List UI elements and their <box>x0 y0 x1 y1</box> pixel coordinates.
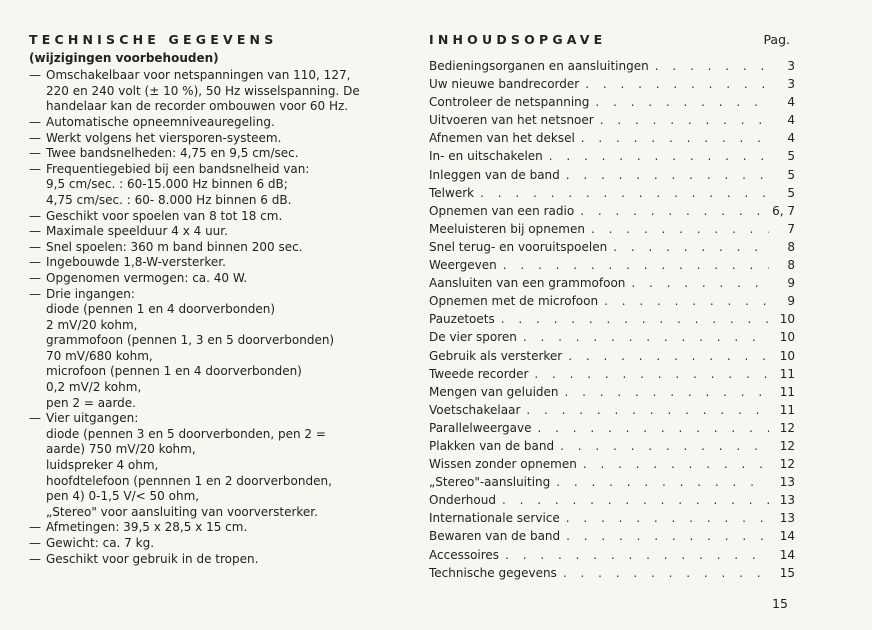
toc-leader-dots <box>585 75 769 93</box>
toc-entry-page: 14 <box>779 547 795 562</box>
toc-entry-title: „Stereo"-aansluiting <box>429 475 551 490</box>
toc-entry-title: Bedieningsorganen en aansluitingen <box>429 59 649 73</box>
toc-entry-page: 4 <box>787 113 795 128</box>
spec-line: hoofdtelefoon (pennnen 1 en 2 doorverbonden, <box>46 473 332 488</box>
toc-entry-title: In- en uitschakelen <box>429 149 543 164</box>
toc-leader-dots <box>566 527 769 545</box>
toc-entry-page: 12 <box>779 457 795 472</box>
toc-entry <box>429 274 795 292</box>
spec-line: Drie ingangen: <box>46 286 135 301</box>
spec-line: 9,5 cm/sec. : 60-15.000 Hz binnen 6 dB; <box>46 177 288 192</box>
toc-entry-page: 7 <box>787 221 795 236</box>
toc-entry-title: Telwerk <box>429 185 475 200</box>
spec-line: Werkt volgens het viersporen-systeem. <box>46 130 282 145</box>
toc-entry-title: Accessoires <box>429 547 500 562</box>
dash-bullet: — <box>29 286 41 301</box>
toc-leader-dots <box>595 93 769 111</box>
toc-entry <box>429 310 795 328</box>
toc-entry-title: Bewaren van de band <box>429 529 561 544</box>
toc-leader-dots <box>501 310 769 328</box>
toc-heading: INHOUDSOPGAVE <box>429 32 607 47</box>
spec-line: pen 4) 0-1,5 V/< 50 ohm, <box>46 489 200 504</box>
toc-leader-dots <box>566 509 769 527</box>
toc-entry <box>429 509 795 527</box>
dash-bullet: — <box>29 224 41 239</box>
spec-line: Snel spoelen: 360 m band binnen 200 sec. <box>46 239 303 254</box>
toc-entry-page: 3 <box>787 59 795 73</box>
toc-entry <box>429 202 795 220</box>
toc-leader-dots <box>565 383 769 401</box>
toc-entry-title: Uitvoeren van het netsnoer <box>429 113 594 128</box>
spec-line: 2 mV/20 kohm, <box>46 317 138 332</box>
toc-leader-dots <box>502 491 769 509</box>
toc-entry-title: Weergeven <box>429 258 497 273</box>
spec-line: aarde) 750 mV/20 kohm, <box>46 442 196 457</box>
toc-leader-dots <box>568 347 769 365</box>
toc-entry <box>429 147 795 165</box>
spec-line: Ingebouwde 1,8-W-versterker. <box>46 255 226 270</box>
spec-item <box>29 520 395 536</box>
spec-line: Omschakelbaar voor netspanningen van 110, 127, <box>46 68 351 83</box>
toc-entry <box>429 328 795 346</box>
toc-entry-title: Snel terug- en vooruitspoelen <box>429 239 608 254</box>
toc-entry-page: 5 <box>787 185 795 200</box>
specs-subheading: (wijzigingen voorbehouden) <box>29 50 219 65</box>
spec-item <box>29 224 395 240</box>
toc-entry-page: 12 <box>779 420 795 435</box>
toc-entry <box>429 111 795 129</box>
toc-entry-title: Plakken van de band <box>429 438 555 453</box>
toc-leader-dots <box>563 564 769 582</box>
toc-entry-title: Afnemen van het deksel <box>429 131 575 146</box>
spec-line: Frequentiegebied bij een bandsnelheid van: <box>46 161 310 176</box>
dash-bullet: — <box>29 161 41 176</box>
spec-line: microfoon (pennen 1 en 4 doorverbonden) <box>46 364 302 379</box>
spec-line: luidspreker 4 ohm, <box>46 458 159 473</box>
toc-entry <box>429 491 795 509</box>
spec-line: Opgenomen vermogen: ca. 40 W. <box>46 270 248 285</box>
toc-leader-dots <box>505 546 769 564</box>
spec-line: diode (pennen 1 en 4 doorverbonden) <box>46 302 276 317</box>
toc-entry-page: 10 <box>779 312 795 327</box>
spec-line: diode (pennen 3 en 5 doorverbonden, pen 2 = <box>46 426 326 441</box>
toc-entry-page: 6, 7 <box>772 203 795 218</box>
spec-line: 70 mV/680 kohm, <box>46 348 153 363</box>
spec-line: handelaar kan de recorder ombouwen voor 60 Hz. <box>46 99 349 114</box>
toc-leader-dots <box>580 202 766 220</box>
toc-entry-page: 10 <box>779 348 795 363</box>
toc-leader-dots <box>604 292 769 310</box>
spec-line: grammofoon (pennen 1, 3 en 5 doorverbonden) <box>46 333 335 348</box>
toc-leader-dots <box>526 401 769 419</box>
spec-line: Geschikt voor gebruik in de tropen. <box>46 551 259 566</box>
toc-entry-title: Inleggen van de band <box>429 167 560 182</box>
toc-entry-page: 13 <box>779 475 795 490</box>
spec-line: Gewicht: ca. 7 kg. <box>46 536 155 550</box>
toc-entry <box>429 383 795 401</box>
toc-entry-page: 13 <box>779 511 795 526</box>
toc-entry <box>429 365 795 383</box>
spec-line: 0,2 mV/2 kohm, <box>46 380 142 395</box>
toc-entry-title: Mengen van geluiden <box>429 384 559 399</box>
toc-entry <box>429 166 795 184</box>
spec-item <box>29 536 395 552</box>
dash-bullet: — <box>29 208 41 223</box>
specs-list <box>29 68 395 567</box>
toc-entry <box>429 546 795 564</box>
toc-entry <box>429 75 795 93</box>
toc-entry-title: Voetschakelaar <box>429 402 521 417</box>
toc-leader-dots <box>583 455 769 473</box>
spec-item <box>29 146 395 162</box>
specs-heading: TECHNISCHE GEGEVENS <box>29 32 278 47</box>
toc-entry-title: Opnemen met de microfoon <box>429 294 599 309</box>
toc-entry-page: 5 <box>787 167 795 182</box>
spec-line: pen 2 = aarde. <box>46 395 136 410</box>
dash-bullet: — <box>29 270 41 285</box>
toc-entry-title: Parallelweergave <box>429 420 532 435</box>
toc-entry-title: Wissen zonder opnemen <box>429 457 577 472</box>
toc-entry <box>429 455 795 473</box>
spec-line: „Stereo" voor aansluiting van voorversterker. <box>46 504 318 519</box>
toc-leader-dots <box>537 419 769 437</box>
spec-item <box>29 411 395 520</box>
toc-entry-title: Controleer de netspanning <box>429 95 590 110</box>
toc-leader-dots <box>549 147 769 165</box>
toc-entry <box>429 347 795 365</box>
toc-entry-page: 15 <box>779 565 795 580</box>
toc-page-label: Pag. <box>763 32 790 47</box>
toc-entry-page: 11 <box>779 384 795 399</box>
dash-bullet: — <box>29 255 41 270</box>
table-of-contents <box>429 32 795 582</box>
toc-leader-dots <box>560 437 769 455</box>
spec-item <box>29 162 395 209</box>
spec-item <box>29 255 395 271</box>
technical-specs-section <box>29 32 395 567</box>
spec-line: Geschikt voor spoelen van 8 tot 18 cm. <box>46 208 283 223</box>
toc-entry-title: Opnemen van een radio <box>429 203 575 218</box>
toc-entry-page: 12 <box>779 438 795 453</box>
toc-entry <box>429 256 795 274</box>
toc-entry <box>429 527 795 545</box>
toc-leader-dots <box>480 184 769 202</box>
toc-entry-title: Meeluisteren bij opnemen <box>429 221 585 236</box>
spec-item <box>29 68 395 115</box>
toc-leader-dots <box>613 238 769 256</box>
spec-item <box>29 271 395 287</box>
dash-bullet: — <box>29 551 41 566</box>
toc-header <box>429 32 795 47</box>
toc-entry-title: Gebruik als versterker <box>429 348 563 363</box>
toc-entry <box>429 129 795 147</box>
toc-entry <box>429 419 795 437</box>
toc-entry-page: 5 <box>787 149 795 164</box>
toc-leader-dots <box>591 220 769 238</box>
spec-item <box>29 115 395 131</box>
toc-entry <box>429 184 795 202</box>
toc-entry-page: 14 <box>779 529 795 544</box>
toc-leader-dots <box>655 57 769 75</box>
toc-entry-page: 13 <box>779 493 795 508</box>
toc-entry-page: 11 <box>779 366 795 381</box>
toc-leader-dots <box>534 365 769 383</box>
toc-entry-page: 8 <box>787 239 795 254</box>
toc-entry-title: Internationale service <box>429 511 560 526</box>
toc-leader-dots <box>631 274 769 292</box>
dash-bullet: — <box>29 520 41 535</box>
dash-bullet: — <box>29 68 41 83</box>
spec-item <box>29 552 395 568</box>
spec-item <box>29 131 395 147</box>
toc-leader-dots <box>523 328 769 346</box>
spec-item <box>29 209 395 225</box>
toc-leader-dots <box>503 256 769 274</box>
spec-line: 220 en 240 volt (± 10 %), 50 Hz wisselspanning. De <box>46 83 360 98</box>
dash-bullet: — <box>29 411 41 426</box>
spec-item <box>29 240 395 256</box>
toc-entry <box>429 57 795 75</box>
toc-leader-dots <box>556 473 769 491</box>
toc-entry <box>429 564 795 582</box>
toc-entry-title: Tweede recorder <box>429 366 529 381</box>
toc-entry-page: 9 <box>787 276 795 291</box>
toc-entry-page: 8 <box>787 258 795 273</box>
toc-entry <box>429 437 795 455</box>
spec-item <box>29 287 395 412</box>
toc-entry-page: 4 <box>787 131 795 146</box>
spec-line: Maximale speelduur 4 x 4 uur. <box>46 224 228 239</box>
dash-bullet: — <box>29 114 41 129</box>
toc-entry-page: 10 <box>779 330 795 345</box>
spec-line: Automatische opneemniveauregeling. <box>46 114 275 129</box>
toc-entry <box>429 238 795 256</box>
dash-bullet: — <box>29 130 41 145</box>
toc-entry <box>429 401 795 419</box>
spec-line: Vier uitgangen: <box>46 411 139 426</box>
dash-bullet: — <box>29 146 41 161</box>
toc-entry <box>429 220 795 238</box>
toc-entry-page: 9 <box>787 294 795 309</box>
toc-entry-page: 11 <box>779 402 795 417</box>
toc-entry <box>429 473 795 491</box>
spec-line: 4,75 cm/sec. : 60- 8.000 Hz binnen 6 dB. <box>46 192 292 207</box>
toc-leader-dots <box>581 129 769 147</box>
toc-entry-title: De vier sporen <box>429 330 517 345</box>
toc-entry-title: Technische gegevens <box>429 565 557 580</box>
toc-entry-page: 4 <box>787 95 795 110</box>
toc-leader-dots <box>600 111 769 129</box>
toc-leader-dots <box>566 166 769 184</box>
spec-line: Twee bandsnelheden: 4,75 en 9,5 cm/sec. <box>46 146 299 161</box>
toc-list <box>429 57 795 582</box>
toc-entry-title: Pauzetoets <box>429 312 495 327</box>
dash-bullet: — <box>29 536 41 550</box>
toc-entry-title: Onderhoud <box>429 493 496 508</box>
dash-bullet: — <box>29 239 41 254</box>
toc-entry <box>429 292 795 310</box>
page-number: 15 <box>772 596 788 611</box>
toc-entry-title: Aansluiten van een grammofoon <box>429 276 626 291</box>
spec-line: Afmetingen: 39,5 x 28,5 x 15 cm. <box>46 520 248 535</box>
toc-entry <box>429 93 795 111</box>
toc-entry-page: 3 <box>787 77 795 92</box>
toc-entry-title: Uw nieuwe bandrecorder <box>429 77 580 92</box>
